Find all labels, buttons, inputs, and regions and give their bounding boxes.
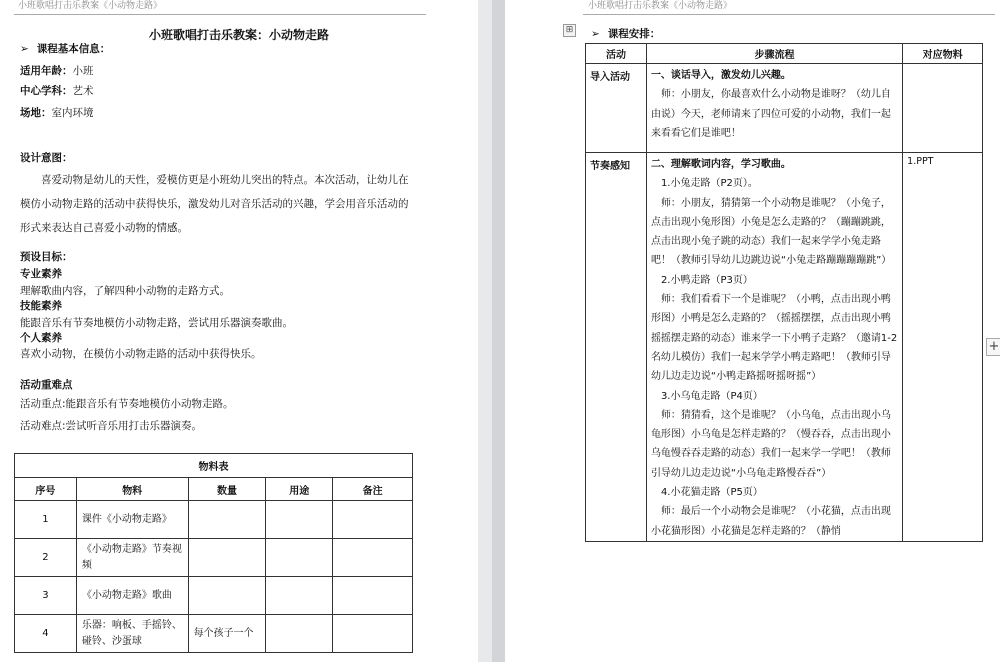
info-age: 适用年龄：小班 <box>20 65 94 77</box>
materials-table-header-row <box>15 478 413 501</box>
table-row <box>586 64 983 153</box>
cell-use <box>266 501 333 539</box>
cell-no: 2 <box>15 539 77 577</box>
activity-cell: 导入活动 <box>586 64 647 153</box>
info-subject: 中心学科：艺术 <box>20 85 94 97</box>
column-header: 物料 <box>76 478 188 501</box>
design-heading: 设计意图： <box>20 152 73 164</box>
cell-note <box>333 501 413 539</box>
cell-item: 《小动物走路》节奏视频 <box>76 539 188 577</box>
step-heading: 一、谈话导入，激发幼儿兴趣。 <box>650 70 791 81</box>
header-rule <box>14 14 426 15</box>
keypoints-heading: 活动重难点 <box>20 379 73 391</box>
steps-cell <box>646 64 902 153</box>
cell-note <box>333 539 413 577</box>
table-row <box>15 615 413 653</box>
cell-use <box>266 577 333 615</box>
schedule-table <box>585 43 983 542</box>
table-row <box>15 577 413 615</box>
cell-no: 1 <box>15 501 77 539</box>
step-line: 2.小鸭走路（P3页） <box>660 274 753 286</box>
info-section-heading: ➢ 课程基本信息： <box>20 43 111 55</box>
materials-table <box>14 453 413 653</box>
cell-item: 《小动物走路》歌曲 <box>76 577 188 615</box>
step-line: 4.小花猫走路（P5页） <box>660 487 763 499</box>
column-header: 数量 <box>188 478 266 501</box>
cell-note <box>333 577 413 615</box>
page-gap <box>478 0 492 662</box>
arrow-bullet-icon: ➢ <box>591 28 600 40</box>
cell-qty: 每个孩子一个 <box>188 615 266 653</box>
cell-no: 3 <box>15 577 77 615</box>
column-header: 序号 <box>15 478 77 501</box>
cell-item: 乐器：响板、手摇铃、碰铃、沙蛋球 <box>76 615 188 653</box>
goal-skill-label: 技能素养 <box>20 300 62 312</box>
cell-qty <box>188 539 266 577</box>
step-line: 3.小乌龟走路（P4页） <box>660 390 763 402</box>
header-rule <box>583 14 995 15</box>
column-header: 活动 <box>586 44 647 64</box>
cell-no: 4 <box>15 615 77 653</box>
column-header: 备注 <box>333 478 413 501</box>
goal-personal-text: 喜欢小动物，在模仿小动物走路的活动中获得快乐。 <box>20 348 262 360</box>
cell-use <box>266 615 333 653</box>
material-cell <box>903 64 983 153</box>
info-venue: 场地：室内环境 <box>20 107 94 119</box>
goal-professional-text: 理解歌曲内容，了解四种小动物的走路方式。 <box>20 285 230 297</box>
step-line: 师：小朋友，猜猜第一个小动物是谁呢？（小兔子，点击出现小兔形图）小兔是怎么走路的？（蹦蹦跳跳，点击出现小兔子跳的动态）我们一起来学学小兔走路吧！（教师引导幼儿边跳边说“小兔走路蹦蹦蹦蹦跳”） <box>650 197 892 267</box>
step-line: 师：最后一个小动物会是谁呢？（小花猫，点击出现小花猫形图）小花猫是怎样走路的？（静悄 <box>650 506 891 537</box>
step-heading: 二、理解歌词内容，学习歌曲。 <box>650 159 791 170</box>
activity-cell: 节奏感知 <box>586 153 647 542</box>
page-header-text: 小班歌唱打击乐教案《小动物走路》 <box>588 1 733 11</box>
goal-skill-text: 能跟音乐有节奏地模仿小动物走路，尝试用乐器演奏歌曲。 <box>20 317 293 329</box>
goal-professional-label: 专业素养 <box>20 268 62 280</box>
goals-heading: 预设目标： <box>20 251 73 263</box>
table-row <box>15 501 413 539</box>
column-header: 对应物料 <box>903 44 983 64</box>
document-title: 小班歌唱打击乐教案：小动物走路 <box>148 28 329 42</box>
vertical-scrollbar[interactable] <box>492 0 505 662</box>
table-row <box>15 539 413 577</box>
step-line: 1.小兔走路（P2页）。 <box>660 178 758 190</box>
cell-qty <box>188 501 266 539</box>
goal-personal-label: 个人素养 <box>20 332 62 344</box>
step-line: 师：猜猜看，这个是谁呢？（小乌龟，点击出现小乌龟形图）小乌龟是怎样走路的？（慢吞吞，点击出现小乌龟慢吞吞走路的动态）我们一起来学一学吧！（教师引导幼儿边走边说“小乌龟走路慢吞吞”） <box>650 409 891 479</box>
column-header: 步骤流程 <box>646 44 902 64</box>
difficult-point-text: 活动难点:尝试听音乐用打击乐器演奏。 <box>20 420 203 432</box>
schedule-heading: ➢ 课程安排： <box>591 28 661 40</box>
cell-use <box>266 539 333 577</box>
document-page-left <box>0 0 478 662</box>
materials-table-caption: 物料表 <box>15 454 413 478</box>
add-column-button[interactable]: + <box>986 338 1000 356</box>
step-line: 师：我们看看下一个是谁呢？（小鸭，点击出现小鸭形图）小鸭是怎么走路的？（摇摇摆摆，点击出现小鸭摇摇摆走路的动态）谁来学一下小鸭子走路？（邀请1-2名幼儿模仿）我们一起来学学小鸭走路吧！（教师引导幼儿边走边说“小鸭走路摇呀摇呀摇”） <box>650 294 898 383</box>
page-header-text: 小班歌唱打击乐教案《小动物走路》 <box>18 1 163 11</box>
steps-cell <box>646 153 902 542</box>
cell-item: 课件《小动物走路》 <box>76 501 188 539</box>
cell-qty <box>188 577 266 615</box>
table-row <box>586 153 983 542</box>
material-cell: 1.PPT <box>903 153 983 542</box>
design-paragraph: 喜爱动物是幼儿的天性，爱模仿更是小班幼儿突出的特点。本次活动，让幼儿在模仿小动物走路的活动中获得快乐，激发幼儿对音乐活动的兴趣，学会用音乐活动的形式来表达自己喜爱小动物的情感。 <box>20 174 409 234</box>
cell-note <box>333 615 413 653</box>
arrow-bullet-icon: ➢ <box>20 43 29 55</box>
schedule-table-header-row <box>586 44 983 64</box>
key-point-text: 活动重点:能跟音乐有节奏地模仿小动物走路。 <box>20 398 234 410</box>
table-move-handle-icon[interactable]: ⊞ <box>563 24 576 37</box>
step-line: 师：小朋友，你最喜欢什么小动物是谁呀？（幼儿自由说）今天，老师请来了四位可爱的小动物，我们一起来看看它们是谁吧！ <box>650 89 891 139</box>
column-header: 用途 <box>266 478 333 501</box>
